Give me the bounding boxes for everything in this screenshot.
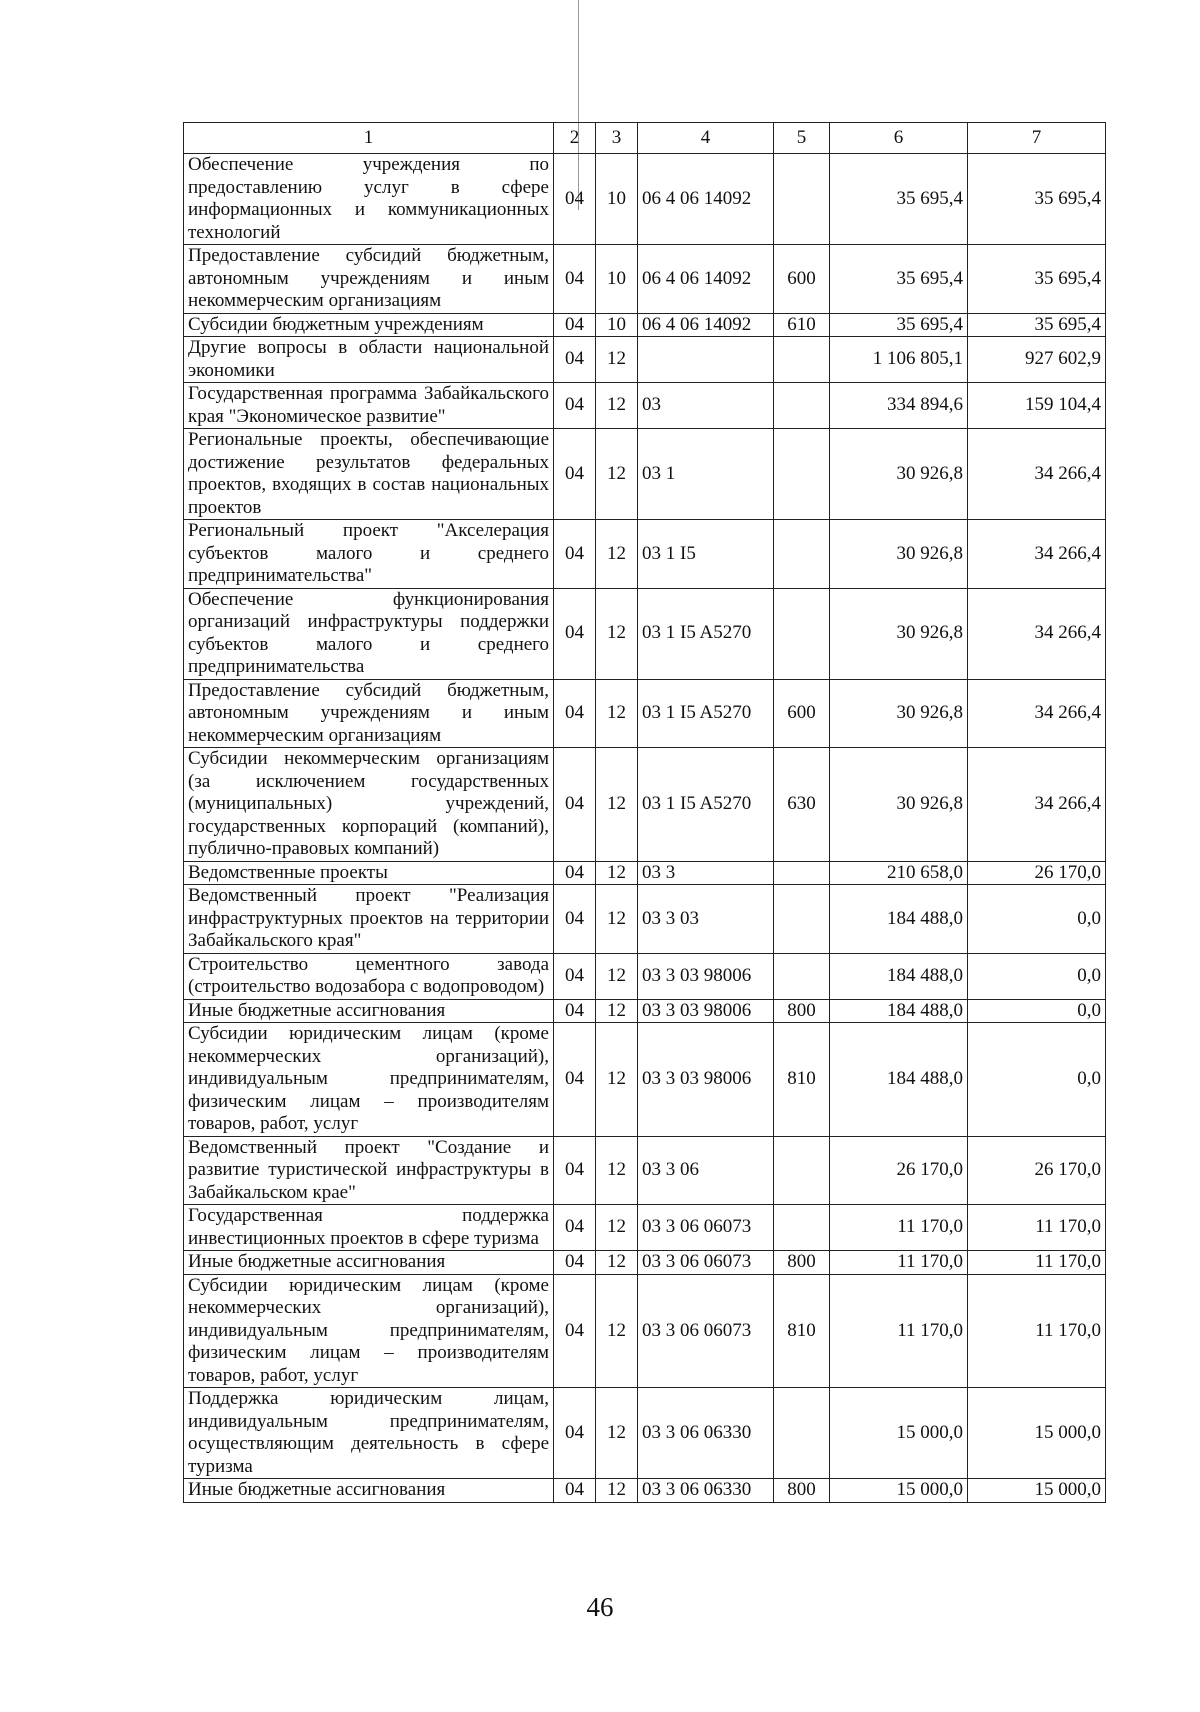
- row-name-cell: Предоставление субсидий бюджетным, автономным учреждениям и иным некоммерческим организациям: [184, 679, 554, 748]
- table-row: [184, 999, 1106, 1023]
- amount-year1-cell: 35 695,4: [830, 313, 968, 337]
- amount-year1-cell: 11 170,0: [830, 1251, 968, 1275]
- section-code-cell: 04: [554, 313, 596, 337]
- amount-year2-cell: 15 000,0: [968, 1479, 1106, 1503]
- expense-type-cell: [774, 520, 830, 589]
- table-row: [184, 1136, 1106, 1205]
- subsection-code-cell: 12: [596, 1274, 638, 1388]
- table-row: [184, 588, 1106, 679]
- amount-year2-cell: 159 104,4: [968, 383, 1106, 429]
- target-article-cell: 03 3 06 06330: [638, 1388, 774, 1479]
- subsection-code-cell: 12: [596, 383, 638, 429]
- table-row: [184, 1274, 1106, 1388]
- amount-year2-cell: 35 695,4: [968, 313, 1106, 337]
- header-cell: 3: [596, 123, 638, 154]
- table-row: [184, 337, 1106, 383]
- subsection-code-cell: 12: [596, 861, 638, 885]
- section-code-cell: 04: [554, 861, 596, 885]
- row-name-cell: Региональный проект "Акселерация субъектов малого и среднего предпринимательства": [184, 520, 554, 589]
- amount-year2-cell: 0,0: [968, 953, 1106, 999]
- amount-year1-cell: 30 926,8: [830, 520, 968, 589]
- amount-year2-cell: 34 266,4: [968, 588, 1106, 679]
- subsection-code-cell: 12: [596, 337, 638, 383]
- amount-year1-cell: 11 170,0: [830, 1274, 968, 1388]
- expense-type-cell: [774, 154, 830, 245]
- header-row: [184, 123, 1106, 154]
- expense-type-cell: [774, 588, 830, 679]
- expense-type-cell: 810: [774, 1023, 830, 1137]
- subsection-code-cell: 12: [596, 520, 638, 589]
- target-article-cell: 06 4 06 14092: [638, 154, 774, 245]
- subsection-code-cell: 12: [596, 1136, 638, 1205]
- amount-year2-cell: 26 170,0: [968, 861, 1106, 885]
- section-code-cell: 04: [554, 1274, 596, 1388]
- amount-year1-cell: 15 000,0: [830, 1388, 968, 1479]
- amount-year1-cell: 30 926,8: [830, 748, 968, 862]
- subsection-code-cell: 12: [596, 1205, 638, 1251]
- row-name-cell: Иные бюджетные ассигнования: [184, 1251, 554, 1275]
- table-row: [184, 885, 1106, 954]
- expense-type-cell: 800: [774, 1479, 830, 1503]
- row-name-cell: Иные бюджетные ассигнования: [184, 1479, 554, 1503]
- subsection-code-cell: 12: [596, 999, 638, 1023]
- subsection-code-cell: 12: [596, 588, 638, 679]
- amount-year1-cell: 184 488,0: [830, 885, 968, 954]
- table-row: [184, 154, 1106, 245]
- expense-type-cell: [774, 953, 830, 999]
- expense-type-cell: 600: [774, 245, 830, 314]
- expense-type-cell: 800: [774, 999, 830, 1023]
- amount-year2-cell: 34 266,4: [968, 429, 1106, 520]
- amount-year2-cell: 35 695,4: [968, 245, 1106, 314]
- target-article-cell: 03 3 03 98006: [638, 999, 774, 1023]
- header-cell: 7: [968, 123, 1106, 154]
- amount-year1-cell: 184 488,0: [830, 999, 968, 1023]
- target-article-cell: 06 4 06 14092: [638, 313, 774, 337]
- section-code-cell: 04: [554, 588, 596, 679]
- row-name-cell: Региональные проекты, обеспечивающие достижение результатов федеральных проектов, входящих в состав национальных проектов: [184, 429, 554, 520]
- row-name-cell: Субсидии юридическим лицам (кроме некоммерческих организаций), индивидуальным предпринимателям, физическим лицам – производителям товаров, работ, услуг: [184, 1023, 554, 1137]
- row-name-cell: Государственная программа Забайкальского края "Экономическое развитие": [184, 383, 554, 429]
- expense-type-cell: 630: [774, 748, 830, 862]
- amount-year1-cell: 35 695,4: [830, 154, 968, 245]
- table-row: [184, 679, 1106, 748]
- row-name-cell: Предоставление субсидий бюджетным, автономным учреждениям и иным некоммерческим организациям: [184, 245, 554, 314]
- target-article-cell: 03 3 06 06330: [638, 1479, 774, 1503]
- target-article-cell: 03 3: [638, 861, 774, 885]
- table-row: [184, 1023, 1106, 1137]
- amount-year2-cell: 11 170,0: [968, 1274, 1106, 1388]
- row-name-cell: Поддержка юридическим лицам, индивидуальным предпринимателям, осуществляющим деятельность в сфере туризма: [184, 1388, 554, 1479]
- expense-type-cell: [774, 383, 830, 429]
- target-article-cell: 03 3 03 98006: [638, 1023, 774, 1137]
- header-cell: 4: [638, 123, 774, 154]
- section-code-cell: 04: [554, 1136, 596, 1205]
- row-name-cell: Ведомственные проекты: [184, 861, 554, 885]
- page-number: 46: [586, 1592, 614, 1622]
- amount-year1-cell: 184 488,0: [830, 953, 968, 999]
- expense-type-cell: [774, 1388, 830, 1479]
- expense-type-cell: 810: [774, 1274, 830, 1388]
- section-code-cell: 04: [554, 429, 596, 520]
- target-article-cell: 03 3 06: [638, 1136, 774, 1205]
- amount-year1-cell: 1 106 805,1: [830, 337, 968, 383]
- target-article-cell: [638, 337, 774, 383]
- amount-year1-cell: 30 926,8: [830, 429, 968, 520]
- expense-type-cell: 800: [774, 1251, 830, 1275]
- subsection-code-cell: 12: [596, 429, 638, 520]
- target-article-cell: 03 3 06 06073: [638, 1205, 774, 1251]
- amount-year1-cell: 15 000,0: [830, 1479, 968, 1503]
- row-name-cell: Другие вопросы в области национальной экономики: [184, 337, 554, 383]
- row-name-cell: Государственная поддержка инвестиционных проектов в сфере туризма: [184, 1205, 554, 1251]
- header-cell: 5: [774, 123, 830, 154]
- amount-year1-cell: 30 926,8: [830, 679, 968, 748]
- section-code-cell: 04: [554, 748, 596, 862]
- amount-year1-cell: 35 695,4: [830, 245, 968, 314]
- subsection-code-cell: 10: [596, 245, 638, 314]
- target-article-cell: 03 1 I5: [638, 520, 774, 589]
- subsection-code-cell: 12: [596, 1023, 638, 1137]
- amount-year2-cell: 0,0: [968, 885, 1106, 954]
- subsection-code-cell: 10: [596, 154, 638, 245]
- expense-type-cell: [774, 337, 830, 383]
- target-article-cell: 03 1 I5 A5270: [638, 679, 774, 748]
- table-row: [184, 1205, 1106, 1251]
- expense-type-cell: [774, 1136, 830, 1205]
- amount-year1-cell: 11 170,0: [830, 1205, 968, 1251]
- target-article-cell: 03 3 03: [638, 885, 774, 954]
- header-cell: 6: [830, 123, 968, 154]
- amount-year2-cell: 11 170,0: [968, 1251, 1106, 1275]
- subsection-code-cell: 12: [596, 885, 638, 954]
- amount-year1-cell: 334 894,6: [830, 383, 968, 429]
- amount-year2-cell: 927 602,9: [968, 337, 1106, 383]
- table-row: [184, 1251, 1106, 1275]
- row-name-cell: Ведомственный проект "Реализация инфраструктурных проектов на территории Забайкальского края": [184, 885, 554, 954]
- amount-year2-cell: 15 000,0: [968, 1388, 1106, 1479]
- amount-year2-cell: 34 266,4: [968, 748, 1106, 862]
- row-name-cell: Субсидии бюджетным учреждениям: [184, 313, 554, 337]
- expense-type-cell: [774, 429, 830, 520]
- section-code-cell: 04: [554, 1023, 596, 1137]
- target-article-cell: 03 1 I5 A5270: [638, 748, 774, 862]
- table-row: [184, 520, 1106, 589]
- header-cell: 1: [184, 123, 554, 154]
- table-row: [184, 245, 1106, 314]
- section-code-cell: 04: [554, 953, 596, 999]
- target-article-cell: 03: [638, 383, 774, 429]
- amount-year2-cell: 26 170,0: [968, 1136, 1106, 1205]
- table-row: [184, 1479, 1106, 1503]
- row-name-cell: Иные бюджетные ассигнования: [184, 999, 554, 1023]
- amount-year2-cell: 0,0: [968, 1023, 1106, 1137]
- section-code-cell: 04: [554, 1251, 596, 1275]
- amount-year2-cell: 0,0: [968, 999, 1106, 1023]
- section-code-cell: 04: [554, 383, 596, 429]
- row-name-cell: Субсидии некоммерческим организациям (за исключением государственных (муниципальных) учреждений, государственных корпораций (компаний), публично-правовых компаний): [184, 748, 554, 862]
- target-article-cell: 03 3 06 06073: [638, 1251, 774, 1275]
- target-article-cell: 06 4 06 14092: [638, 245, 774, 314]
- section-code-cell: 04: [554, 520, 596, 589]
- subsection-code-cell: 12: [596, 748, 638, 862]
- amount-year2-cell: 35 695,4: [968, 154, 1106, 245]
- row-name-cell: Обеспечение учреждения по предоставлению услуг в сфере информационных и коммуникационных технологий: [184, 154, 554, 245]
- section-code-cell: 04: [554, 885, 596, 954]
- amount-year2-cell: 34 266,4: [968, 679, 1106, 748]
- target-article-cell: 03 1 I5 A5270: [638, 588, 774, 679]
- amount-year1-cell: 30 926,8: [830, 588, 968, 679]
- section-code-cell: 04: [554, 679, 596, 748]
- expense-type-cell: [774, 861, 830, 885]
- amount-year1-cell: 26 170,0: [830, 1136, 968, 1205]
- subsection-code-cell: 12: [596, 1388, 638, 1479]
- row-name-cell: Субсидии юридическим лицам (кроме некоммерческих организаций), индивидуальным предпринимателям, физическим лицам – производителям товаров, работ, услуг: [184, 1274, 554, 1388]
- amount-year1-cell: 184 488,0: [830, 1023, 968, 1137]
- subsection-code-cell: 12: [596, 1251, 638, 1275]
- section-code-cell: 04: [554, 1479, 596, 1503]
- row-name-cell: Обеспечение функционирования организаций инфраструктуры поддержки субъектов малого и среднего предпринимательства: [184, 588, 554, 679]
- budget-table: [183, 122, 1106, 1503]
- section-code-cell: 04: [554, 1388, 596, 1479]
- expense-type-cell: 600: [774, 679, 830, 748]
- amount-year2-cell: 11 170,0: [968, 1205, 1106, 1251]
- row-name-cell: Строительство цементного завода (строительство водозабора с водопроводом): [184, 953, 554, 999]
- section-code-cell: 04: [554, 245, 596, 314]
- table-row: [184, 1388, 1106, 1479]
- section-code-cell: 04: [554, 1205, 596, 1251]
- target-article-cell: 03 3 06 06073: [638, 1274, 774, 1388]
- subsection-code-cell: 12: [596, 1479, 638, 1503]
- table-row: [184, 383, 1106, 429]
- table-row: [184, 861, 1106, 885]
- table-row: [184, 313, 1106, 337]
- subsection-code-cell: 12: [596, 679, 638, 748]
- subsection-code-cell: 12: [596, 953, 638, 999]
- amount-year1-cell: 210 658,0: [830, 861, 968, 885]
- header-cell: 2: [554, 123, 596, 154]
- subsection-code-cell: 10: [596, 313, 638, 337]
- expense-type-cell: 610: [774, 313, 830, 337]
- amount-year2-cell: 34 266,4: [968, 520, 1106, 589]
- expense-type-cell: [774, 1205, 830, 1251]
- table-row: [184, 748, 1106, 862]
- section-code-cell: 04: [554, 337, 596, 383]
- table-row: [184, 953, 1106, 999]
- target-article-cell: 03 3 03 98006: [638, 953, 774, 999]
- section-code-cell: 04: [554, 154, 596, 245]
- expense-type-cell: [774, 885, 830, 954]
- section-code-cell: 04: [554, 999, 596, 1023]
- target-article-cell: 03 1: [638, 429, 774, 520]
- table-row: [184, 429, 1106, 520]
- table-body: [184, 123, 1106, 1503]
- row-name-cell: Ведомственный проект "Создание и развитие туристической инфраструктуры в Забайкальском крае": [184, 1136, 554, 1205]
